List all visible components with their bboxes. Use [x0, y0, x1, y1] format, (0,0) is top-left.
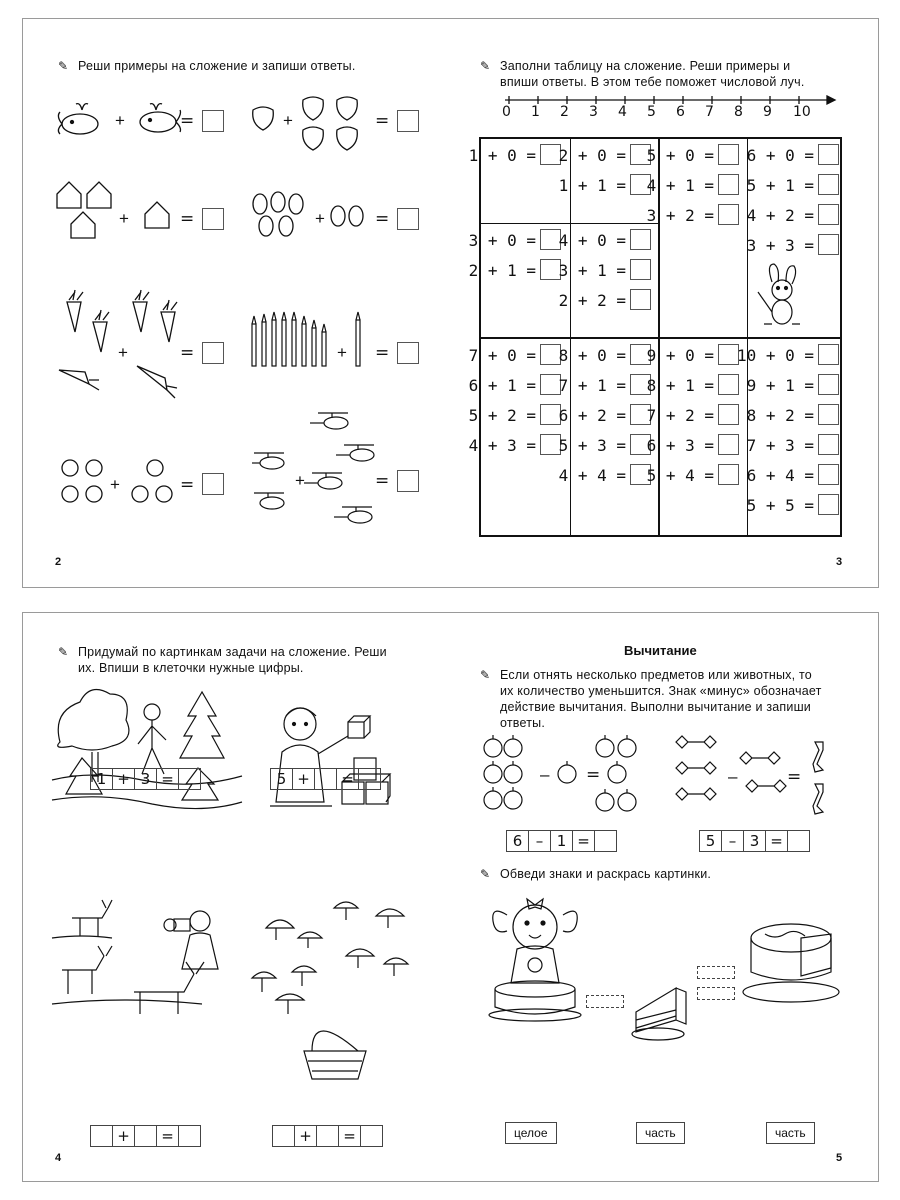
tick-label: 8	[734, 104, 743, 120]
answer-cells[interactable]	[273, 1125, 383, 1147]
tick-label: 1	[531, 104, 540, 120]
plus-sign: +	[295, 471, 305, 490]
pencil-icon: ✎	[480, 668, 491, 682]
plus-sign: +	[315, 209, 325, 228]
answer-box[interactable]	[202, 208, 224, 230]
table-expression: 6 + 4 =	[746, 466, 814, 485]
page5-task1: ✎ Если отнять несколько предметов или животных, то их количество уменьшится. Знак «минус» обозначает действие вычитания. Выполни вычитание и запиши ответы.	[480, 668, 822, 730]
answer-box[interactable]	[818, 464, 839, 485]
bunny-picture	[752, 262, 812, 332]
table-expression: 3 + 2 =	[646, 206, 714, 225]
equals-sign: =	[180, 475, 195, 495]
cell: =	[338, 1125, 361, 1147]
plus-sign: +	[118, 343, 128, 362]
answer-box[interactable]	[630, 289, 651, 310]
equals-sign: =	[375, 111, 390, 131]
table-expression: 4 + 0 =	[558, 231, 626, 250]
cell: +	[112, 768, 135, 790]
equals-sign: =	[586, 765, 601, 785]
answer-box[interactable]	[718, 144, 739, 165]
equals-sign: =	[180, 209, 195, 229]
table-expression: 9 + 1 =	[746, 376, 814, 395]
table-expression: 7 + 0 =	[468, 346, 536, 365]
pencil-icon: ✎	[480, 59, 491, 73]
answer-box[interactable]	[818, 204, 839, 225]
cell[interactable]	[787, 830, 810, 852]
equals-sign: =	[180, 111, 195, 131]
table-expression: 3 + 0 =	[468, 231, 536, 250]
table-expression: 8 + 2 =	[746, 406, 814, 425]
cell[interactable]	[358, 768, 381, 790]
table-expression: 4 + 4 =	[558, 466, 626, 485]
tick-label: 4	[618, 104, 627, 120]
answer-box[interactable]	[397, 342, 419, 364]
equals-sign: =	[375, 471, 390, 491]
table-expression: 3 + 3 =	[746, 236, 814, 255]
answer-box[interactable]	[718, 174, 739, 195]
table-expression: 2 + 0 =	[558, 146, 626, 165]
cell: +	[294, 1125, 317, 1147]
photographer-picture	[160, 905, 222, 975]
equals-sign: =	[180, 343, 195, 363]
answer-cells[interactable]	[91, 768, 201, 790]
cell[interactable]: 1	[550, 830, 573, 852]
equals-sign: =	[375, 209, 390, 229]
table-expression: 6 + 0 =	[746, 146, 814, 165]
section-heading: Вычитание	[624, 643, 697, 658]
table-expression: 5 + 1 =	[746, 176, 814, 195]
cell[interactable]: 1	[90, 768, 113, 790]
table-expression: 7 + 1 =	[558, 376, 626, 395]
cake-slice-picture	[632, 982, 692, 1042]
minus-sign: –	[728, 767, 738, 786]
answer-box[interactable]	[718, 404, 739, 425]
cell: +	[292, 768, 315, 790]
tick-label: 0	[502, 104, 511, 120]
label-part: часть	[636, 1122, 685, 1144]
boy-blocks-picture	[268, 702, 408, 828]
pencil-icon: ✎	[58, 59, 69, 73]
table-expression: 9 + 0 =	[646, 346, 714, 365]
table-expression: 2 + 1 =	[468, 261, 536, 280]
dashed-sign-box[interactable]	[697, 966, 735, 979]
answer-cells[interactable]	[507, 830, 617, 852]
answer-box[interactable]	[818, 234, 839, 255]
answer-box[interactable]	[818, 344, 839, 365]
table-expression: 5 + 0 =	[646, 146, 714, 165]
answer-box[interactable]	[718, 434, 739, 455]
answer-box[interactable]	[202, 342, 224, 364]
table-expression: 6 + 3 =	[646, 436, 714, 455]
number-line-ticks	[502, 104, 832, 124]
answer-cells[interactable]	[271, 768, 381, 790]
table-expression: 4 + 1 =	[646, 176, 714, 195]
tick-label: 9	[763, 104, 772, 120]
answer-box[interactable]	[397, 110, 419, 132]
label-whole: целое	[505, 1122, 557, 1144]
page2-task: ✎ Реши примеры на сложение и запиши ответы.	[58, 59, 356, 73]
cell[interactable]: 6	[506, 830, 529, 852]
dashed-sign-box[interactable]	[697, 987, 735, 1000]
plus-sign: +	[337, 343, 347, 362]
table-expression: 1 + 0 =	[468, 146, 536, 165]
cell: =	[336, 768, 359, 790]
equals-sign: =	[375, 343, 390, 363]
table-expression: 7 + 2 =	[646, 406, 714, 425]
table-expression: 8 + 1 =	[646, 376, 714, 395]
answer-box[interactable]	[718, 374, 739, 395]
page4-task: ✎ Придумай по картинкам задачи на сложение. Реши их. Впиши в клеточки нужные цифры.	[58, 645, 387, 675]
cell: –	[721, 830, 744, 852]
table-expression: 3 + 1 =	[558, 261, 626, 280]
table-expression: 7 + 3 =	[746, 436, 814, 455]
cell[interactable]: 3	[134, 768, 157, 790]
equals-sign: =	[787, 767, 802, 787]
answer-box[interactable]	[818, 404, 839, 425]
page-number: 4	[55, 1152, 62, 1164]
answer-box[interactable]	[202, 473, 224, 495]
cell[interactable]	[134, 1125, 157, 1147]
pencil-icon: ✎	[480, 867, 491, 881]
label-part: часть	[766, 1122, 815, 1144]
answer-box[interactable]	[718, 464, 739, 485]
tick-label: 2	[560, 104, 569, 120]
answer-box[interactable]	[818, 434, 839, 455]
page5-task2: ✎ Обведи знаки и раскрась картинки.	[480, 867, 712, 881]
plus-sign: +	[115, 111, 125, 130]
whole-cake-picture	[745, 912, 845, 1012]
tick-label: 6	[676, 104, 685, 120]
candy-picture	[670, 728, 845, 816]
helicopter-picture	[250, 405, 390, 535]
plus-sign: +	[283, 111, 293, 130]
table-expression: 10 + 0 =	[736, 346, 814, 365]
table-expression: 6 + 2 =	[558, 406, 626, 425]
cell[interactable]	[594, 830, 617, 852]
plus-sign: +	[110, 475, 120, 494]
answer-box[interactable]	[630, 259, 651, 280]
page-number: 2	[55, 556, 62, 568]
answer-box[interactable]	[818, 174, 839, 195]
cell[interactable]	[314, 768, 337, 790]
cell[interactable]	[178, 768, 201, 790]
cell[interactable]: 5	[699, 830, 722, 852]
table-expression: 5 + 4 =	[646, 466, 714, 485]
answer-box[interactable]	[397, 470, 419, 492]
answer-cells[interactable]	[91, 1125, 201, 1147]
answer-box[interactable]	[818, 374, 839, 395]
table-expression: 1 + 1 =	[558, 176, 626, 195]
cell: =	[156, 768, 179, 790]
plus-sign: +	[119, 209, 129, 228]
cell: –	[528, 830, 551, 852]
apple-picture	[483, 736, 648, 820]
minus-sign: –	[540, 765, 550, 784]
table-expression: 4 + 3 =	[468, 436, 536, 455]
table-expression: 8 + 0 =	[558, 346, 626, 365]
cell: +	[112, 1125, 135, 1147]
table-expression: 5 + 5 =	[746, 496, 814, 515]
table-expression: 5 + 3 =	[558, 436, 626, 455]
table-expression: 4 + 2 =	[746, 206, 814, 225]
answer-box[interactable]	[397, 208, 419, 230]
answer-box[interactable]	[202, 110, 224, 132]
cell: =	[572, 830, 595, 852]
cell[interactable]: 5	[270, 768, 293, 790]
cell[interactable]	[90, 1125, 113, 1147]
answer-box[interactable]	[718, 204, 739, 225]
table-expression: 2 + 2 =	[558, 291, 626, 310]
cell[interactable]	[360, 1125, 383, 1147]
answer-box[interactable]	[630, 229, 651, 250]
cell: =	[156, 1125, 179, 1147]
answer-box[interactable]	[818, 144, 839, 165]
strawberry-picture	[245, 92, 375, 154]
cell[interactable]: 3	[743, 830, 766, 852]
tick-label: 10	[793, 104, 811, 120]
cell[interactable]	[272, 1125, 295, 1147]
dashed-sign-box[interactable]	[586, 995, 624, 1008]
cell: =	[765, 830, 788, 852]
answer-box[interactable]	[818, 494, 839, 515]
basket-picture	[300, 1015, 370, 1083]
page3-task: ✎ Заполни таблицу на сложение. Реши примеры и впиши ответы. В этом тебе поможет числовой луч.	[480, 59, 805, 89]
table-expression: 5 + 2 =	[468, 406, 536, 425]
tick-label: 7	[705, 104, 714, 120]
pencil-icon: ✎	[58, 645, 69, 659]
bear-cake-picture	[485, 893, 595, 1023]
pencil-group-picture	[248, 312, 368, 368]
cell[interactable]	[178, 1125, 201, 1147]
tick-label: 5	[647, 104, 656, 120]
table-expression: 6 + 1 =	[468, 376, 536, 395]
answer-box[interactable]	[718, 344, 739, 365]
page-number: 5	[836, 1152, 843, 1164]
cell[interactable]	[316, 1125, 339, 1147]
answer-cells[interactable]	[700, 830, 810, 852]
egg-picture	[248, 190, 378, 238]
forest-boy-picture	[52, 682, 242, 817]
tick-label: 3	[589, 104, 598, 120]
page-number: 3	[836, 556, 843, 568]
